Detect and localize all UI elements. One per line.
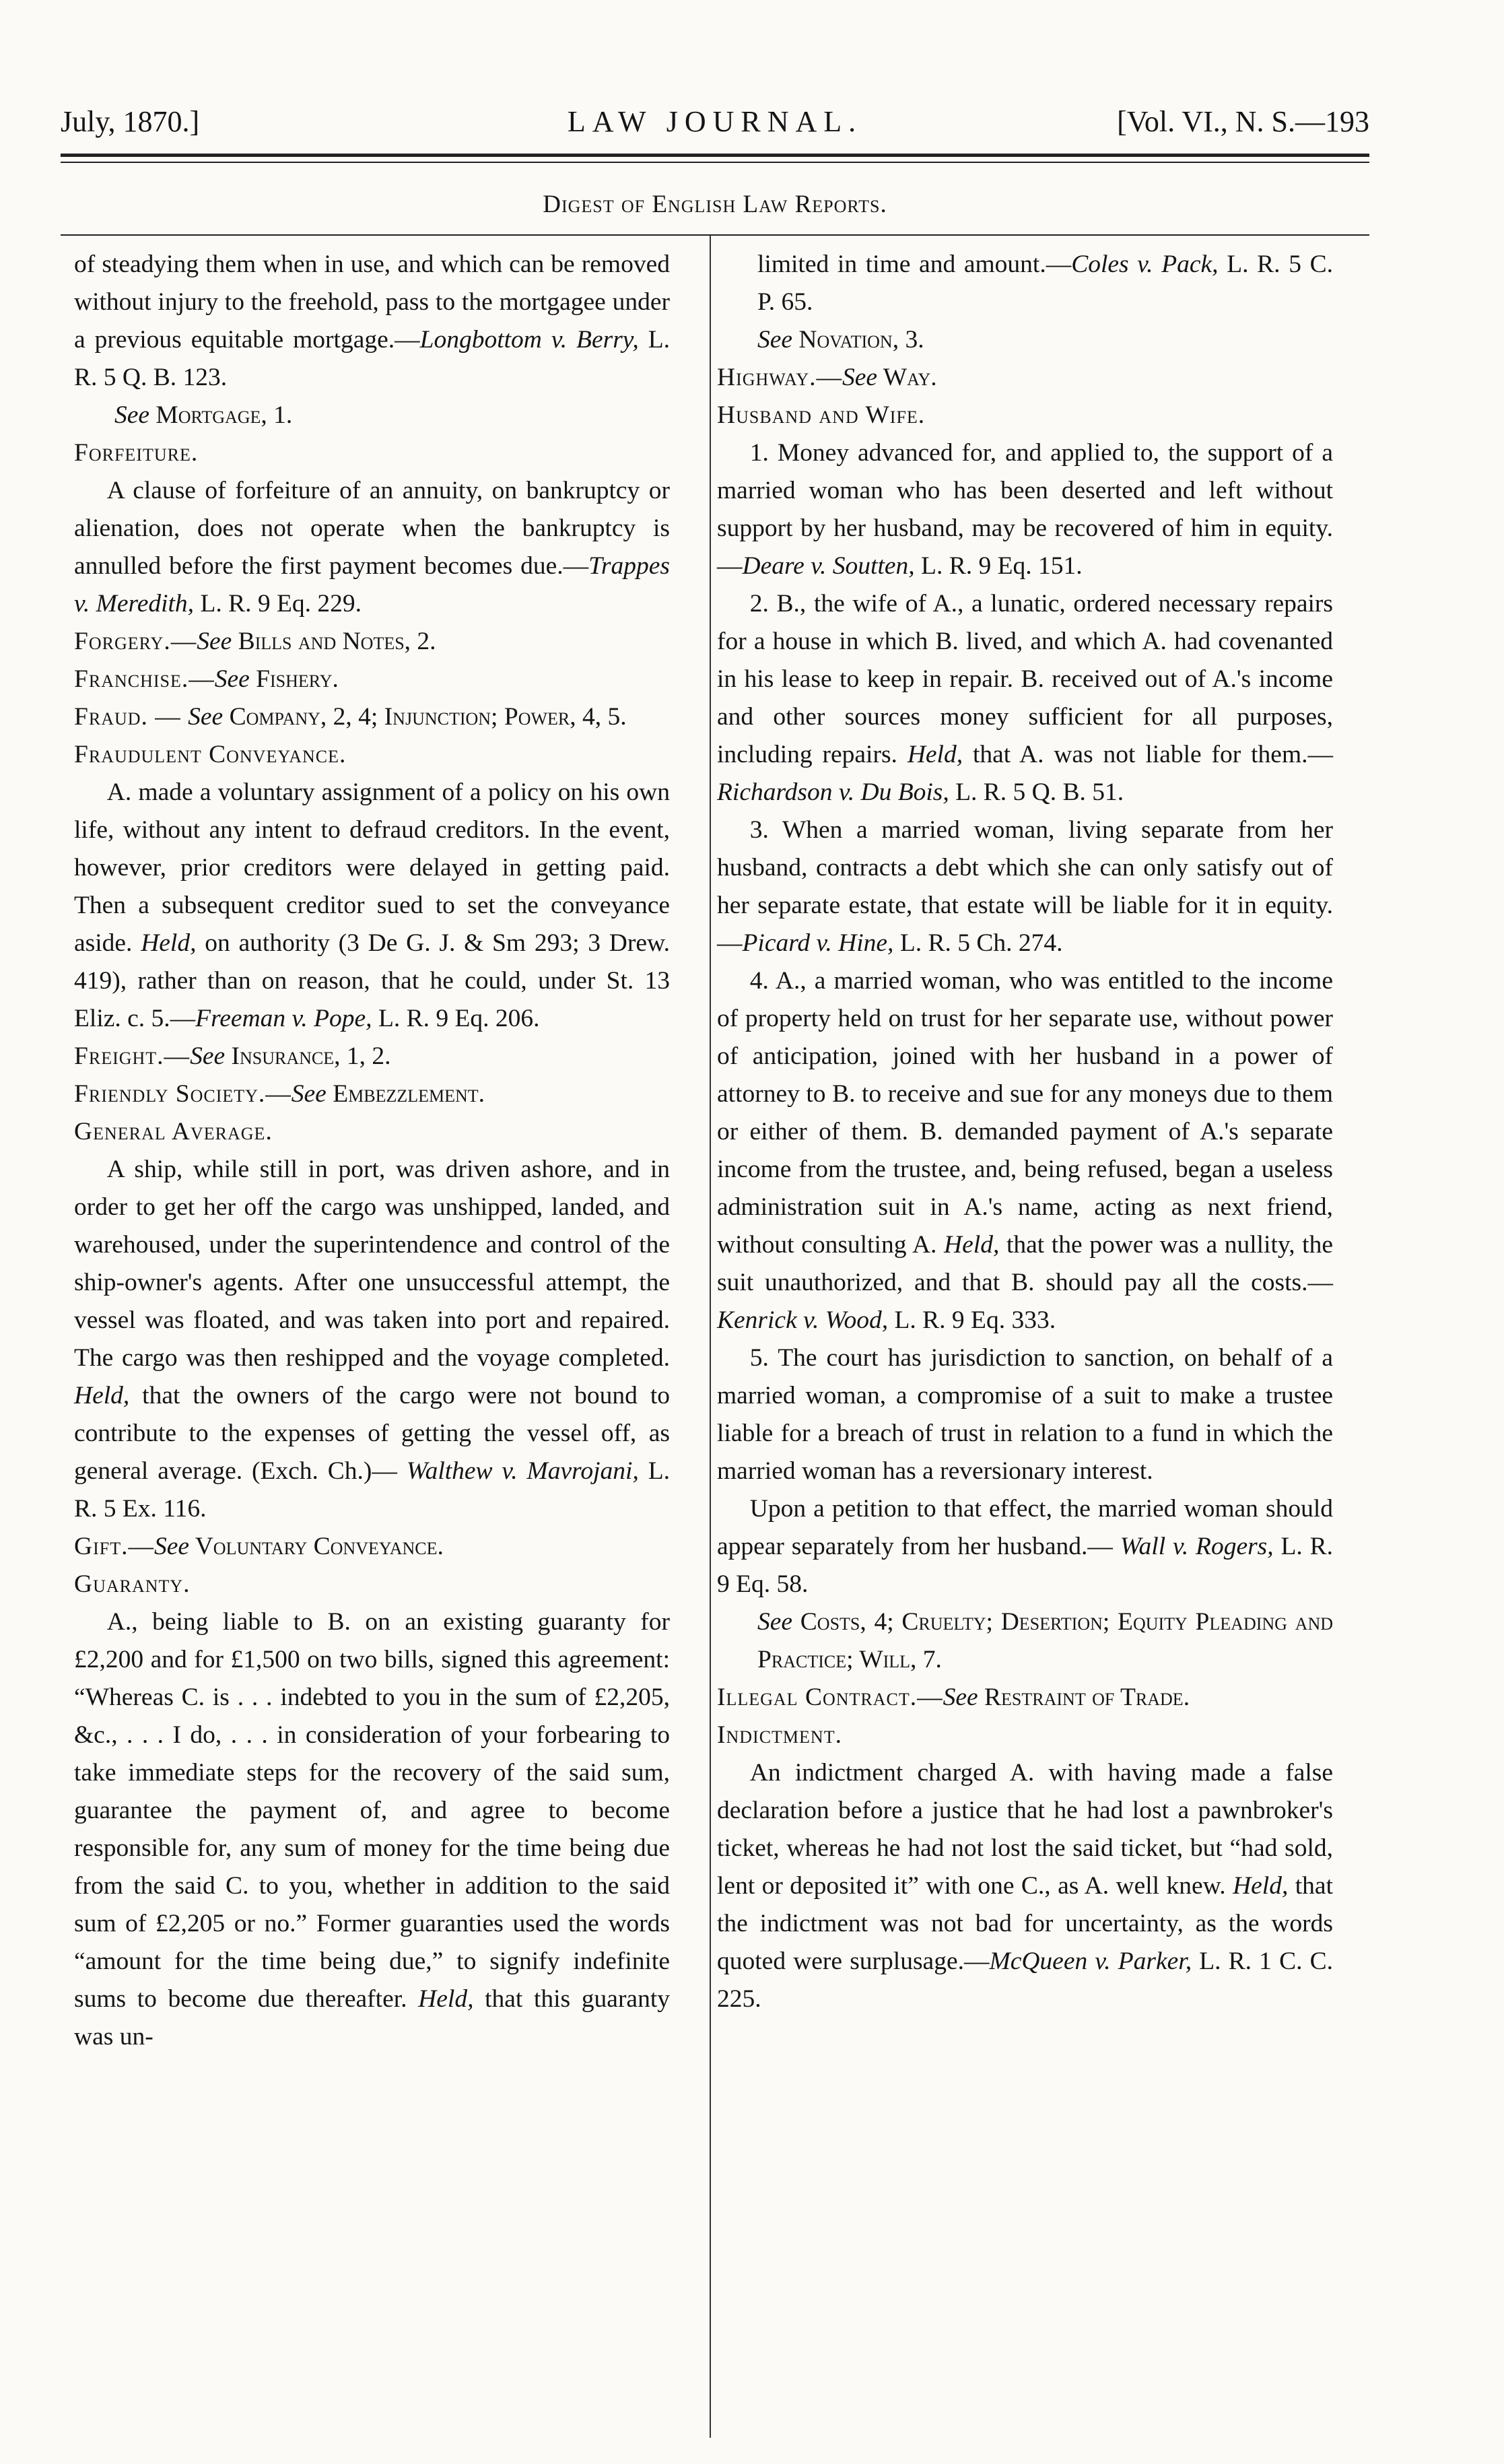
cross-reference <box>717 321 1333 359</box>
held-label: Held, <box>1233 1872 1289 1900</box>
digest-entry-text <box>717 246 1333 321</box>
cross-reference-target: Company, 2, 4; Injunction; Power, 4, 5. <box>223 703 627 731</box>
entry-text: A clause of forfeiture of an annuity, on bankruptcy or alienation, does not operate when the bankruptcy is annulled before the first payment becomes due.— <box>74 477 670 580</box>
numbered-entry <box>717 434 1333 585</box>
case-citation: L. R. 9 Eq. 333. <box>888 1306 1056 1334</box>
see-label: See <box>214 665 250 693</box>
heading-husband-and-wife: Husband and Wife. <box>717 401 926 429</box>
cross-reference <box>717 1603 1333 1679</box>
cross-reference-target: Fishery. <box>249 665 339 693</box>
case-name: Longbottom v. Berry, <box>419 326 639 354</box>
case-name: Trappes v. Meredith, <box>74 552 670 618</box>
numbered-entry <box>717 1339 1333 1490</box>
see-label: See <box>757 1608 793 1636</box>
case-name: Deare v. Soutten, <box>742 552 915 580</box>
see-label: See <box>114 401 150 429</box>
case-citation: L. R. 5 Ch. 274. <box>893 929 1063 957</box>
heading-label: Freight.— <box>74 1042 191 1070</box>
see-label: See <box>757 326 793 354</box>
heading-fraudulent-conveyance: Fraudulent Conveyance. <box>74 741 347 768</box>
case-citation: L. R. 1 C. C. 225. <box>717 1947 1333 2013</box>
cross-reference-target: Voluntary Conveyance. <box>189 1533 444 1560</box>
see-label: See <box>197 628 232 655</box>
numbered-entry <box>717 962 1333 1339</box>
entry-text: A., being liable to B. on an existing guaranty for £2,200 and for £1,500 on two bills, signed this agreement: “Whereas C. is . . . indebted to you in the sum of £2,205, &c., . . . I do, . . . in consideration of your forbearing to take immediate steps for the recovery of the said sum, guarantee the payment of, and agree to become responsible for, any sum of money for the time being due from the said C. to you, whether in addition to the said sum of £2,205 or no.” Former guaranties used the words “amount for the time being due,” to signify indefinite sums to become due thereafter. <box>74 1608 670 2013</box>
entry-text: of steadying them when in use, and which can be removed without injury to the freehold, pass to the mortgagee under a previous equitable mortgage.— <box>74 251 670 354</box>
held-label: Held, <box>944 1231 1000 1259</box>
case-name: Kenrick v. Wood, <box>717 1306 889 1334</box>
cross-reference-target: Novation, 3. <box>792 326 924 354</box>
see-label: See <box>842 364 878 391</box>
cross-reference-target: Bills and Notes, 2. <box>232 628 436 655</box>
entry-text: Upon a petition to that effect, the married woman should appear separately from her husband.— <box>717 1495 1333 1560</box>
case-name: McQueen v. Parker, <box>989 1947 1192 1975</box>
case-citation: L. R. 9 Eq. 229. <box>194 590 362 618</box>
heading-fraud <box>74 698 670 736</box>
left-column <box>74 246 670 2056</box>
case-name: Walthew v. Mavrojani, <box>406 1457 639 1485</box>
digest-entry-text <box>74 472 670 623</box>
digest-entry-text <box>717 1754 1333 2018</box>
volume-page-number: [Vol. VI., N. S.—193 <box>1117 105 1369 138</box>
column-divider <box>710 236 711 2438</box>
entry-text: that A. was not liable for them.— <box>963 741 1333 768</box>
case-name: Picard v. Hine, <box>742 929 894 957</box>
heading-forgery <box>74 623 670 661</box>
case-citation: L. R. 9 Eq. 206. <box>372 1005 540 1032</box>
cross-reference-target: Embezzlement. <box>326 1080 485 1108</box>
see-label: See <box>188 703 224 731</box>
case-name: Richardson v. Du Bois, <box>717 778 949 806</box>
numbered-entry <box>717 585 1333 811</box>
issue-date: July, 1870.] <box>61 105 200 138</box>
entry-text: 5. The court has jurisdiction to sanction, on behalf of a married woman, a compromise of a suit to make a trustee liable for a breach of trust in relation to a fund in which the married woman has a reversionary interest. <box>717 1344 1333 1485</box>
numbered-entry <box>717 811 1333 962</box>
case-citation: L. R. 5 C. P. 65. <box>757 251 1333 316</box>
digest-entry-text <box>74 1151 670 1528</box>
entry-text: on authority (3 De G. J. & Sm 293; 3 Drew. 419), rather than on reason, that he could, under St. 13 Eliz. c. 5.— <box>74 929 671 1032</box>
case-citation: L. R. 5 Ex. 116. <box>74 1457 670 1523</box>
journal-title: LAW JOURNAL. <box>567 105 863 138</box>
digest-entry-text <box>74 246 670 397</box>
see-label: See <box>943 1684 978 1711</box>
held-label: Held, <box>418 1985 474 2013</box>
case-name: Coles v. Pack, <box>1071 251 1219 278</box>
heading-label: Fraud. — <box>74 703 189 731</box>
entry-text: that this guaranty was un- <box>74 1985 670 2051</box>
see-label: See <box>190 1042 226 1070</box>
digest-entry-text <box>74 1603 670 2056</box>
heading-label: Franchise.— <box>74 665 215 693</box>
section-title: Digest of English Law Reports. <box>543 191 887 218</box>
cross-reference-target: Insurance, 1, 2. <box>225 1042 391 1070</box>
heading-label: Forgery.— <box>74 628 197 655</box>
heading-highway <box>717 359 1333 397</box>
held-label: Held, <box>907 741 963 768</box>
entry-text: limited in time and amount.— <box>757 251 1072 278</box>
heading-label: Illegal Contract.— <box>717 1684 943 1711</box>
case-citation: L. R. 9 Eq. 151. <box>914 552 1083 580</box>
cross-reference-target: Way. <box>877 364 937 391</box>
case-citation: L. R. 5 Q. B. 51. <box>949 778 1124 806</box>
cross-reference-target: Costs, 4; Cruelty; Desertion; Equity Pleading and Practice; Will, 7. <box>757 1608 1333 1673</box>
heading-indictment: Indictment. <box>717 1721 842 1749</box>
entry-text: A. made a voluntary assignment of a policy on his own life, without any intent to defraud creditors. In the event, however, prior creditors were delayed in getting paid. Then a subsequent creditor sued to set the conveyance aside. <box>74 778 670 957</box>
heading-gift <box>74 1528 670 1566</box>
heading-illegal-contract <box>717 1679 1333 1717</box>
entry-text: that the indictment was not bad for uncertainty, as the words quoted were surplusage.— <box>717 1872 1333 1975</box>
heading-guaranty: Guaranty. <box>74 1570 191 1598</box>
entry-text: 2. B., the wife of A., a lunatic, ordered necessary repairs for a house in which B. lived, and which A. had covenanted in his lease to keep in repair. B. received out of A.'s income and other sources money sufficient for all purposes, including repairs. <box>717 590 1333 768</box>
entry-text: 4. A., a married woman, who was entitled to the income of property held on trust for her separate use, without power of anticipation, joined with her husband in a power of attorney to B. to receive and sue for any moneys due to them or either of them. B. demanded payment of A.'s separate income from the trustee, and, being refused, began a useless administration suit in A.'s name, acting as next friend, without consulting A. <box>717 967 1333 1259</box>
case-citation: L. R. 9 Eq. 58. <box>717 1533 1333 1598</box>
cross-reference-target: Restraint of Trade. <box>978 1684 1190 1711</box>
digest-entry-text <box>74 774 670 1038</box>
heading-label: Highway.— <box>717 364 842 391</box>
heading-freight <box>74 1038 670 1075</box>
numbered-entry <box>717 1490 1333 1603</box>
entry-text: An indictment charged A. with having made a false declaration before a justice that he had lost a pawnbroker's ticket, whereas he had not lost the said ticket, but “had sold, lent or deposited it” with one C., as A. well knew. <box>717 1759 1333 1900</box>
see-label: See <box>291 1080 327 1108</box>
cross-reference-target: Mortgage, 1. <box>149 401 293 429</box>
held-label: Held, <box>141 929 197 957</box>
held-label: Held, <box>74 1382 130 1409</box>
section-rule <box>61 234 1369 236</box>
heading-label: Gift.— <box>74 1533 154 1560</box>
case-name: Wall v. Rogers, <box>1120 1533 1274 1560</box>
heading-franchise <box>74 661 670 698</box>
case-name: Freeman v. Pope, <box>195 1005 372 1032</box>
entry-text: 3. When a married woman, living separate from her husband, contracts a debt which she can only satisfy out of her separate estate, that estate will be liable for it in equity.— <box>717 816 1333 957</box>
entry-text: 1. Money advanced for, and applied to, the support of a married woman who has been deserted and left without support by her husband, may be recovered of him in equity.— <box>717 439 1333 580</box>
heading-friendly-society <box>74 1075 670 1113</box>
case-citation: L. R. 5 Q. B. 123. <box>74 326 670 391</box>
right-column <box>717 246 1333 2018</box>
entry-text: that the power was a nullity, the suit unauthorized, and that B. should pay all the costs.— <box>717 1231 1333 1296</box>
entry-text: that the owners of the cargo were not bound to contribute to the expenses of getting the vessel off, as general average. (Exch. Ch.)— <box>74 1382 670 1485</box>
heading-forfeiture: Forfeiture. <box>74 439 199 467</box>
header-rule <box>61 162 1369 163</box>
heading-label: Friendly Society.— <box>74 1080 292 1108</box>
see-label: See <box>153 1533 190 1560</box>
heading-general-average: General Average. <box>74 1118 273 1145</box>
cross-reference <box>74 397 670 434</box>
header-rule <box>61 154 1369 157</box>
entry-text: A ship, while still in port, was driven ashore, and in order to get her off the cargo was unshipped, landed, and warehoused, under the superintendence and control of the ship-owner's agents. After one unsuccessful attempt, the vessel was floated, and was taken into port and repaired. The cargo was then reshipped and the voyage completed. <box>74 1156 670 1372</box>
